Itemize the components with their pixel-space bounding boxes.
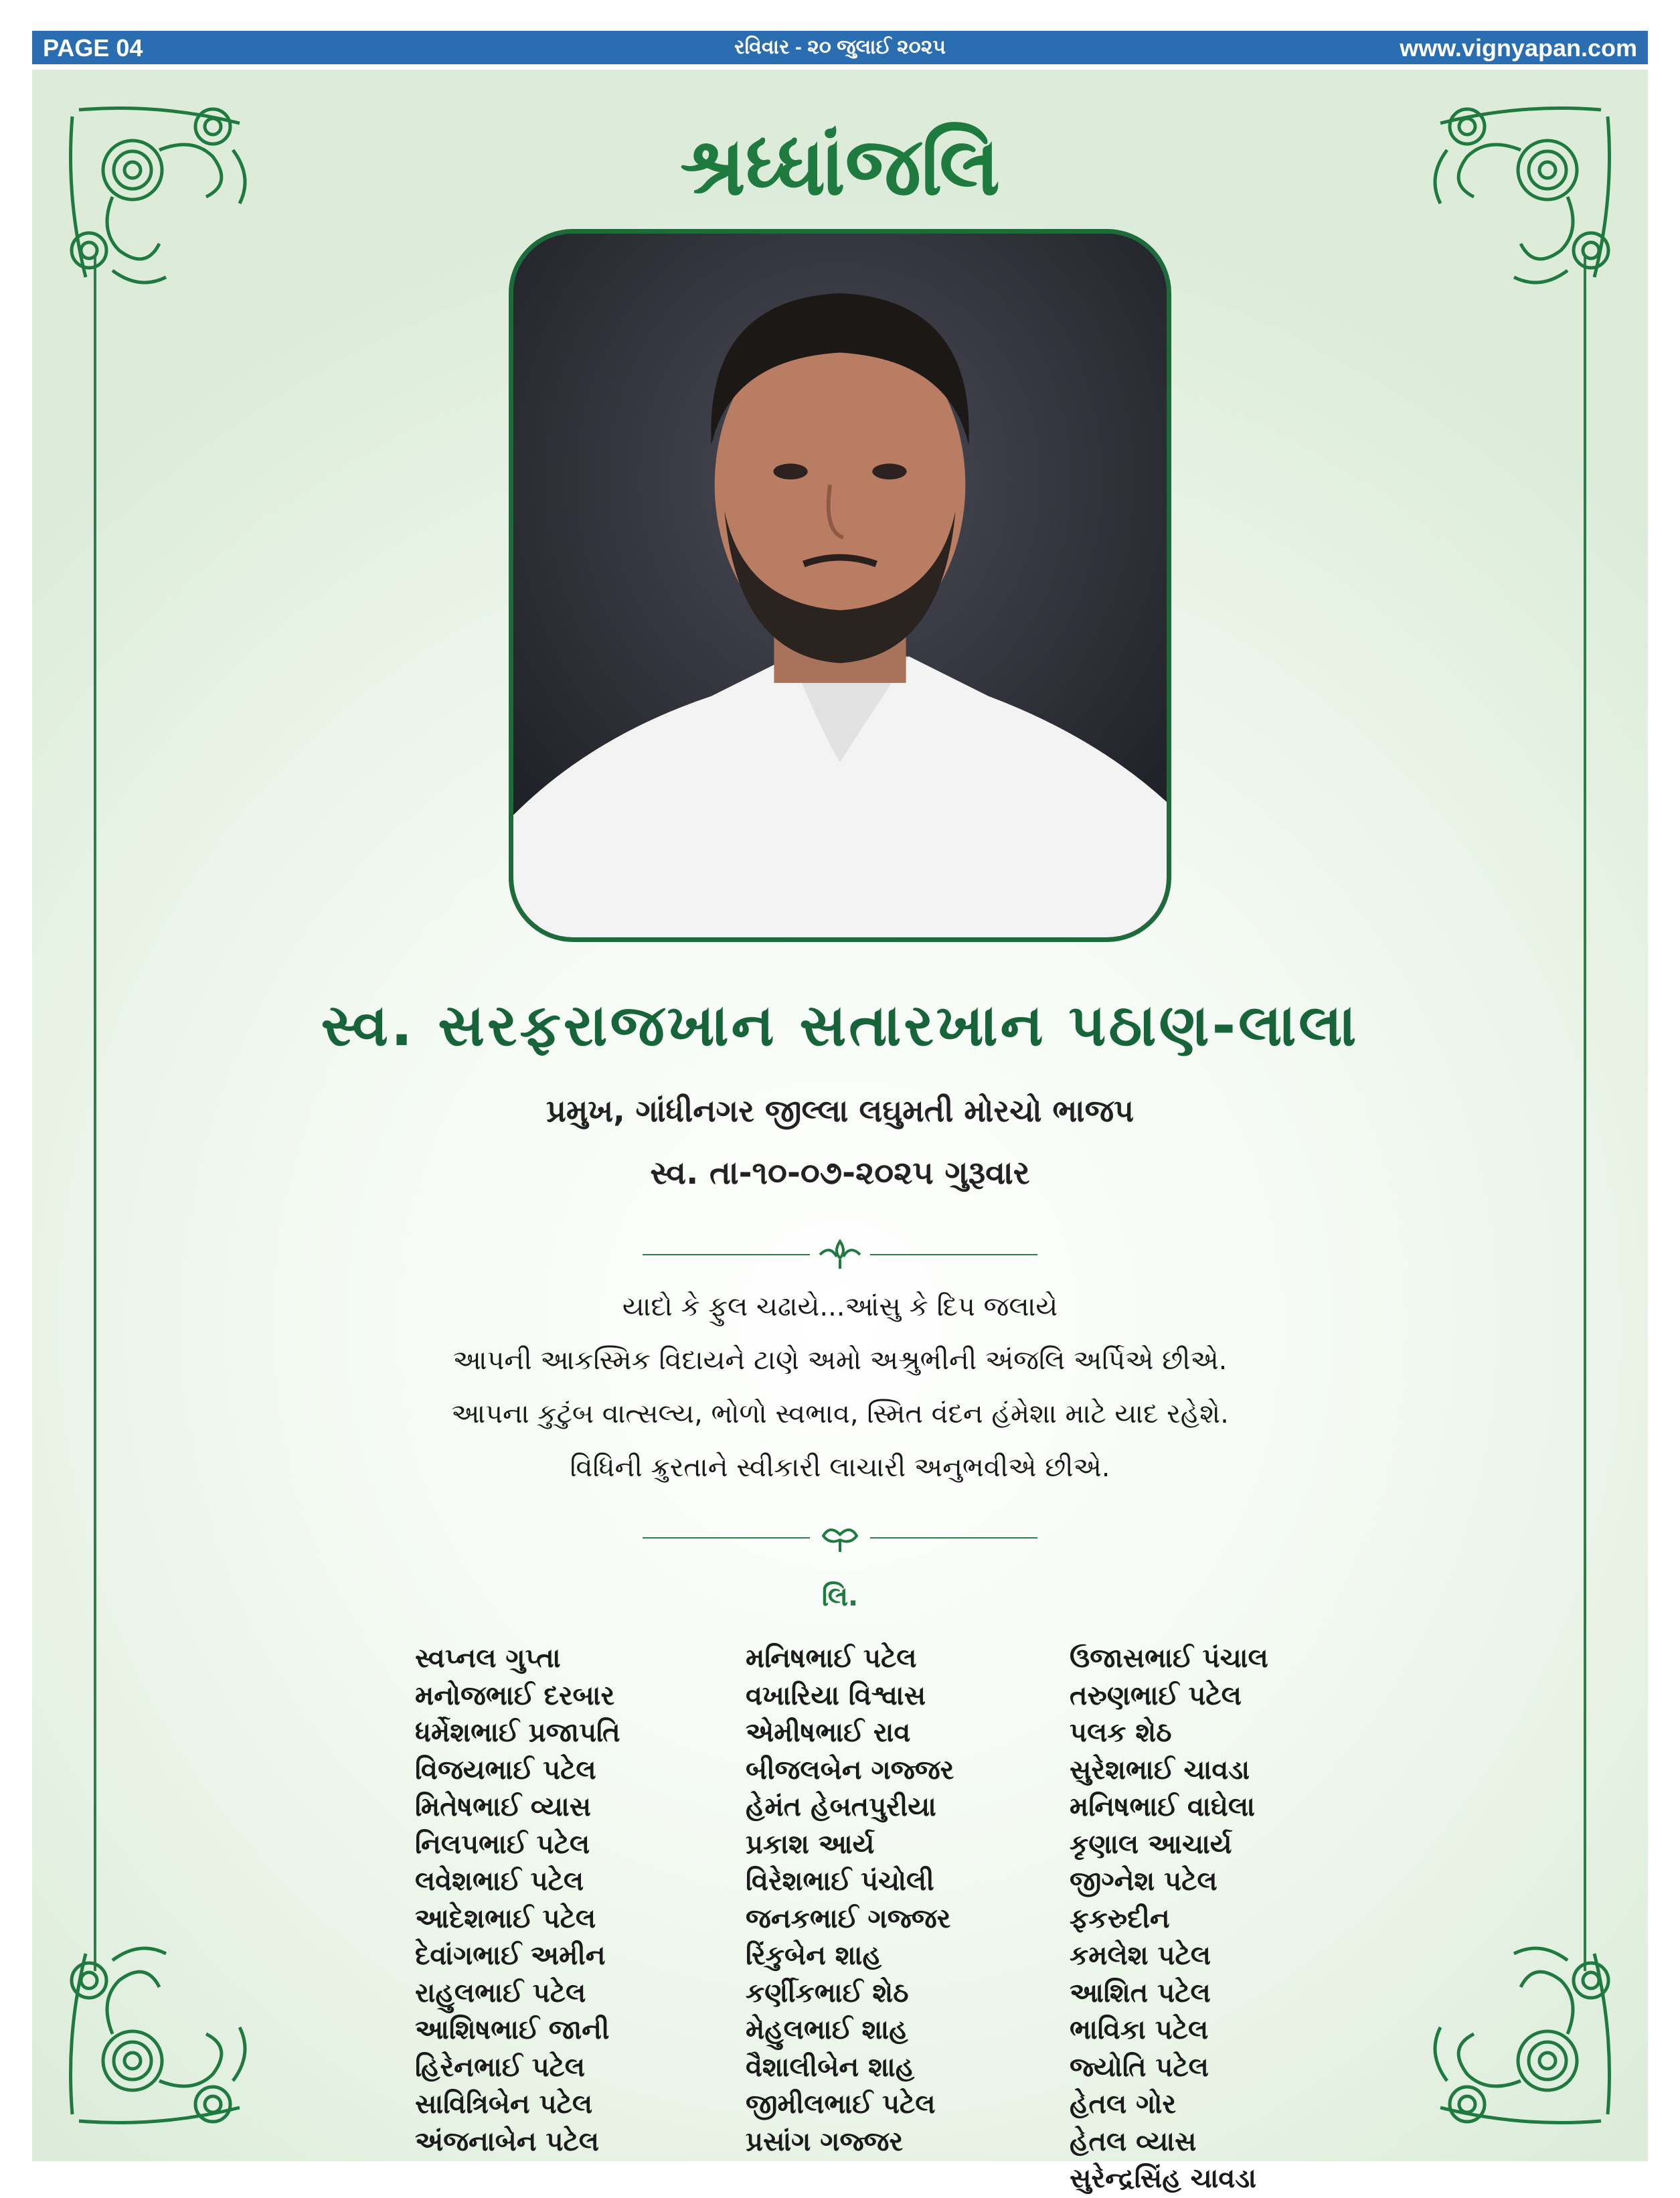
message-line: આપના કુટુંબ વાત્સલ્ય, ભોળો સ્વભાવ, સ્મિત વંદન હંમેશા માટે યાદ રહેશે. — [451, 1399, 1229, 1429]
message-line: યાદો કે ફુલ ચઢાયે...આંસુ કે દિપ જલાયે — [622, 1291, 1058, 1322]
death-date: સ્વ. તા-૧૦-૦૭-૨૦૨૫ ગુરૂવાર — [650, 1154, 1030, 1192]
signatory-name: હેમંત હેબતપુરીયા — [746, 1792, 936, 1822]
signatory-name: તરુણભાઈ પટેલ — [1070, 1680, 1242, 1711]
signoff-label: લિ. — [821, 1581, 859, 1612]
signatory-name: સુરેન્દ્રસિંહ ચાવડા — [1070, 2163, 1257, 2194]
signatory-name: સુરેશભાઈ ચાવડા — [1070, 1754, 1250, 1786]
signatory-name: એમીષભાઈ રાવ — [746, 1717, 911, 1748]
deceased-name: સ્વ. સરફરાજખાન સતારખાન પઠાણ-લાલા — [321, 992, 1359, 1059]
message-line: વિધિની ક્રુરતાને સ્વીકારી લાચારી અનુભવીએ છીએ. — [570, 1452, 1110, 1483]
signatory-name: દેવાંગભાઈ અમીન — [415, 1940, 606, 1971]
deceased-designation: પ્રમુખ, ગાંધીનગર જીલ્લા લઘુમતી મોરચો ભાજપ — [546, 1093, 1134, 1129]
signatory-name: સ્વપ્નલ ગુપ્તા — [415, 1643, 561, 1674]
signatory-name: અંજનાબેન પટેલ — [415, 2126, 599, 2157]
signatories-column-1 — [415, 1640, 620, 2161]
signatory-name: મનિષભાઈ વાઘેલા — [1070, 1792, 1255, 1822]
signatory-name: બીજલબેન ગજ્જર — [746, 1754, 954, 1786]
signatory-name: ઉજાસભાઈ પંચાલ — [1070, 1643, 1268, 1674]
signatory-name: વૈશાલીબેન શાહ — [746, 2051, 915, 2083]
signatory-name: રાહુલભાઈ પટેલ — [415, 1977, 586, 2009]
page-header-bar — [32, 31, 1648, 64]
message-line: આપની આકસ્મિક વિદાયને ટાણે અમો અશ્રુભીની અંજલિ અર્પિએ છીએ. — [452, 1345, 1228, 1376]
signatory-name: જીગ્નેશ પટેલ — [1070, 1866, 1217, 1897]
signatory-name: આશિત પટેલ — [1070, 1977, 1211, 2009]
signatory-name: સાવિત્રિબેન પટેલ — [415, 2089, 593, 2120]
signatory-name: કમલેશ પટેલ — [1070, 1940, 1211, 1971]
ornamental-divider-icon — [643, 1521, 1037, 1555]
tribute-message — [32, 1280, 1648, 1494]
signatory-name: મિતેષભાઈ વ્યાસ — [415, 1792, 592, 1822]
header-page-label: PAGE 04 — [43, 34, 143, 62]
signatory-name: ધર્મેશભાઈ પ્રજાપતિ — [415, 1717, 620, 1748]
signatory-name: ફકરુદીન — [1070, 1903, 1170, 1934]
signatory-name: નિલપભાઈ પટેલ — [415, 1828, 590, 1860]
signatory-name: લવેશભાઈ પટેલ — [415, 1866, 584, 1897]
tribute-title: શ્રધ્ધાંજલિ — [679, 119, 1001, 214]
portrait-icon — [513, 234, 1167, 937]
signatory-name: વિજયભાઈ પટેલ — [415, 1754, 596, 1786]
signatory-name: હેતલ ગોર — [1070, 2089, 1177, 2120]
signatory-name: હિરેનભાઈ પટેલ — [415, 2051, 586, 2083]
signatory-name: વખારિયા વિશ્વાસ — [746, 1680, 926, 1711]
signatory-name: ભાવિકા પટેલ — [1070, 2015, 1209, 2045]
signatory-name: વિરેશભાઈ પંચોલી — [746, 1866, 934, 1897]
floral-corner-icon — [1420, 1934, 1621, 2134]
signatory-name: જનકભાઈ ગજ્જર — [746, 1903, 951, 1934]
header-website[interactable]: www.vignyapan.com — [1400, 34, 1637, 62]
deceased-photo — [509, 229, 1171, 942]
signatory-name: કર્ણીકભાઈ શેઠ — [746, 1977, 909, 2009]
signatory-name: કૃણાલ આચાર્ય — [1070, 1828, 1232, 1860]
signatory-name: મનિષભાઈ પટેલ — [746, 1643, 917, 1674]
signatory-name: પ્રસાંગ ગજ્જર — [746, 2126, 904, 2157]
signatories-column-2 — [746, 1640, 954, 2161]
signatory-name: રિંકુબેન શાહ — [746, 1940, 881, 1971]
signatory-name: મેહુલભાઈ શાહ — [746, 2015, 908, 2045]
signatory-name: મનોજભાઈ દરબાર — [415, 1680, 615, 1711]
ornamental-divider-icon — [643, 1238, 1037, 1271]
signatory-name: જીમીલભાઈ પટેલ — [746, 2089, 936, 2120]
tribute-page — [32, 70, 1648, 2194]
signatory-name: હેતલ વ્યાસ — [1070, 2126, 1197, 2157]
floral-corner-icon — [59, 1934, 260, 2134]
signatory-name: આશિષભાઈ જાની — [415, 2015, 610, 2045]
signatory-name: આદેશભાઈ પટેલ — [415, 1903, 596, 1934]
header-date: રવિવાર - ૨૦ જુલાઈ ૨૦૨૫ — [734, 36, 946, 58]
signatory-name: પ્રકાશ આર્ય — [746, 1828, 875, 1860]
signatory-name: પલક શેઠ — [1070, 1717, 1172, 1748]
signatory-name: જ્યોતિ પટેલ — [1070, 2051, 1209, 2083]
signatories-column-3 — [1070, 1640, 1268, 2198]
